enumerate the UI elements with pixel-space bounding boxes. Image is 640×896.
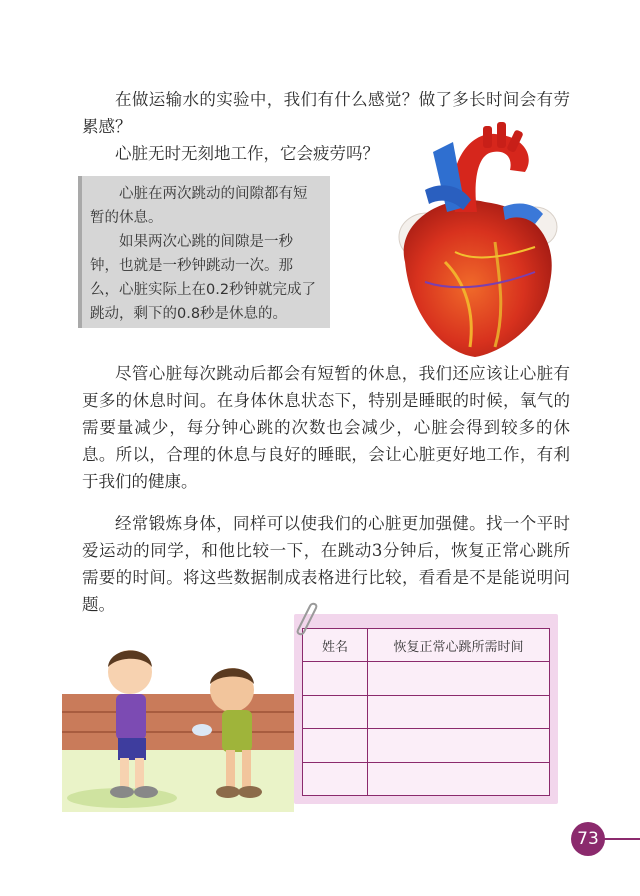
rest-paragraph: 尽管心脏每次跳动后都会有短暂的休息，我们还应该让心脏有更多的休息时间。在身体休息状态下，特别是睡眠的时候，氧气的需要量减少，每分钟心跳的次数也会减少，心脏会得到较多的休息。所以，合理的休息与良好的睡眠，会让心脏更好地工作，有利于我们的健康。 (82, 364, 570, 491)
record-table-card (294, 614, 558, 804)
question-paragraph: 心脏无时无刻地工作，它会疲劳吗？ (115, 144, 379, 163)
header-recovery-time: 恢复正常心跳所需时间 (368, 629, 550, 662)
info-line-1: 心脏在两次跳动的间隙都有短暂的休息。 (90, 186, 308, 226)
table-row (303, 695, 550, 729)
table-cell[interactable] (303, 662, 368, 696)
paper-clip-icon (290, 598, 320, 638)
table-row (303, 662, 550, 696)
table-cell[interactable] (368, 695, 550, 729)
table-cell[interactable] (368, 662, 550, 696)
exercise-paragraph: 经常锻炼身体，同样可以使我们的心脏更加强健。找一个平时爱运动的同学，和他比较一下，在跳动3分钟后，恢复正常心跳所需要的时间。将这些数据制成表格进行比较，看看是不是能说明问题。 (82, 514, 570, 614)
info-box (78, 176, 330, 328)
table-cell[interactable] (368, 762, 550, 796)
table-cell[interactable] (303, 695, 368, 729)
children-exercise-image (62, 612, 294, 812)
page-number: 73 (571, 822, 605, 856)
page-number-rule (604, 838, 640, 840)
header-name: 姓名 (303, 629, 368, 662)
table-cell[interactable] (368, 729, 550, 763)
record-table (302, 628, 550, 796)
table-row (303, 729, 550, 763)
table-cell[interactable] (303, 762, 368, 796)
info-line-2: 如果两次心跳的间隙是一秒钟，也就是一秒钟跳动一次。那么，心脏实际上在0.2秒钟就完成了跳动，剩下的0.8秒是休息的。 (90, 234, 317, 322)
intro-paragraph: 在做运输水的实验中，我们有什么感觉？做了多长时间会有劳累感？ (82, 90, 570, 136)
table-row (303, 762, 550, 796)
table-cell[interactable] (303, 729, 368, 763)
heart-model-image (385, 112, 565, 362)
